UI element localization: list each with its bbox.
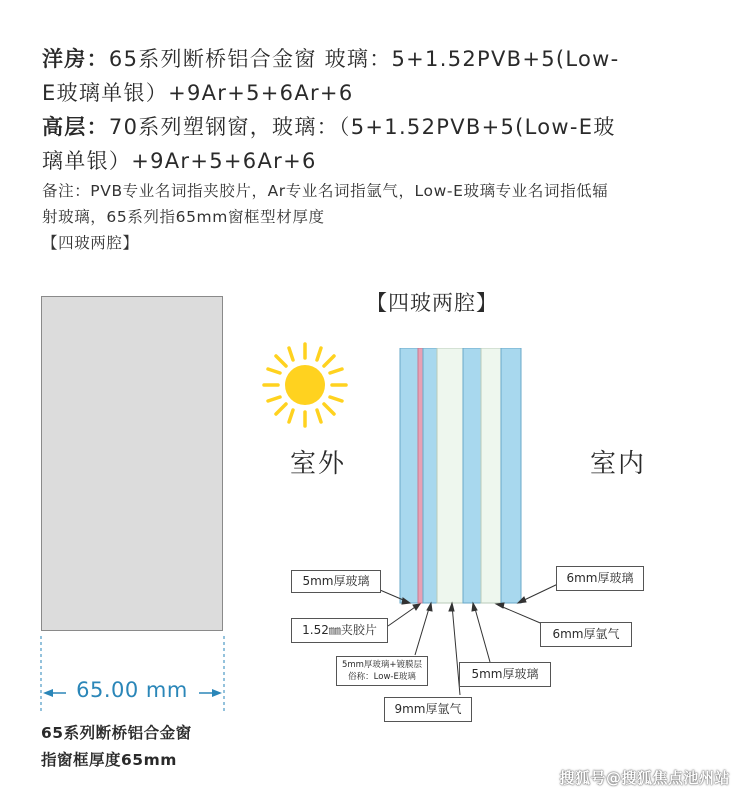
- frame-caption-line-2: 指窗框厚度65mm: [41, 751, 177, 769]
- callout-inner-glass-6mm: 6mm厚玻璃: [556, 566, 644, 591]
- villa-spec-line-1: 洋房：65系列断桥铝合金窗 玻璃：5+1.52PVB+5(Low-: [42, 47, 620, 71]
- inside-label: 室内: [590, 449, 647, 479]
- callout-pvb-film: 1.52㎜夹胶片: [291, 618, 388, 643]
- watermark: 搜狐号@搜狐焦点池州站: [559, 769, 730, 787]
- villa-spec-line-2: E玻璃单银）+9Ar+5+6Ar+6: [42, 81, 354, 105]
- highrise-spec-line-1-label: 高层：: [42, 115, 109, 139]
- diagram-title: 【四玻两腔】: [366, 291, 498, 315]
- outside-label: 室外: [290, 449, 347, 479]
- highrise-spec-line-1: 高层：70系列塑钢窗，玻璃：（5+1.52PVB+5(Low-E玻: [42, 115, 616, 139]
- callout-outer-glass-5mm: 5mm厚玻璃: [291, 570, 381, 593]
- note-line-2: 射玻璃，65系列指65mm窗框型材厚度: [42, 208, 325, 226]
- callout-lowe-glass: [336, 656, 428, 686]
- callout-lowe-line-1: 5mm厚玻璃+镀膜层: [341, 660, 423, 670]
- note-line-3: 【四玻两腔】: [42, 234, 139, 252]
- frame-caption-line-1: 65系列断桥铝合金窗: [41, 724, 192, 742]
- highrise-spec-line-2: 璃单银）+9Ar+5+6Ar+6: [42, 149, 317, 173]
- frame-dimension-label: 65.00 mm: [76, 678, 188, 702]
- callout-lowe-line-2: 俗称：Low-E玻璃: [348, 672, 416, 682]
- callout-argon-6mm: 6mm厚氩气: [540, 622, 632, 647]
- note-line-1: 备注：PVB专业名词指夹胶片，Ar专业名词指氩气，Low-E玻璃专业名词指低辐: [42, 182, 609, 200]
- villa-spec-line-1-label: 洋房：: [42, 47, 109, 71]
- callout-argon-9mm: 9mm厚氩气: [384, 697, 472, 722]
- callout-middle-glass-5mm: 5mm厚玻璃: [459, 662, 551, 687]
